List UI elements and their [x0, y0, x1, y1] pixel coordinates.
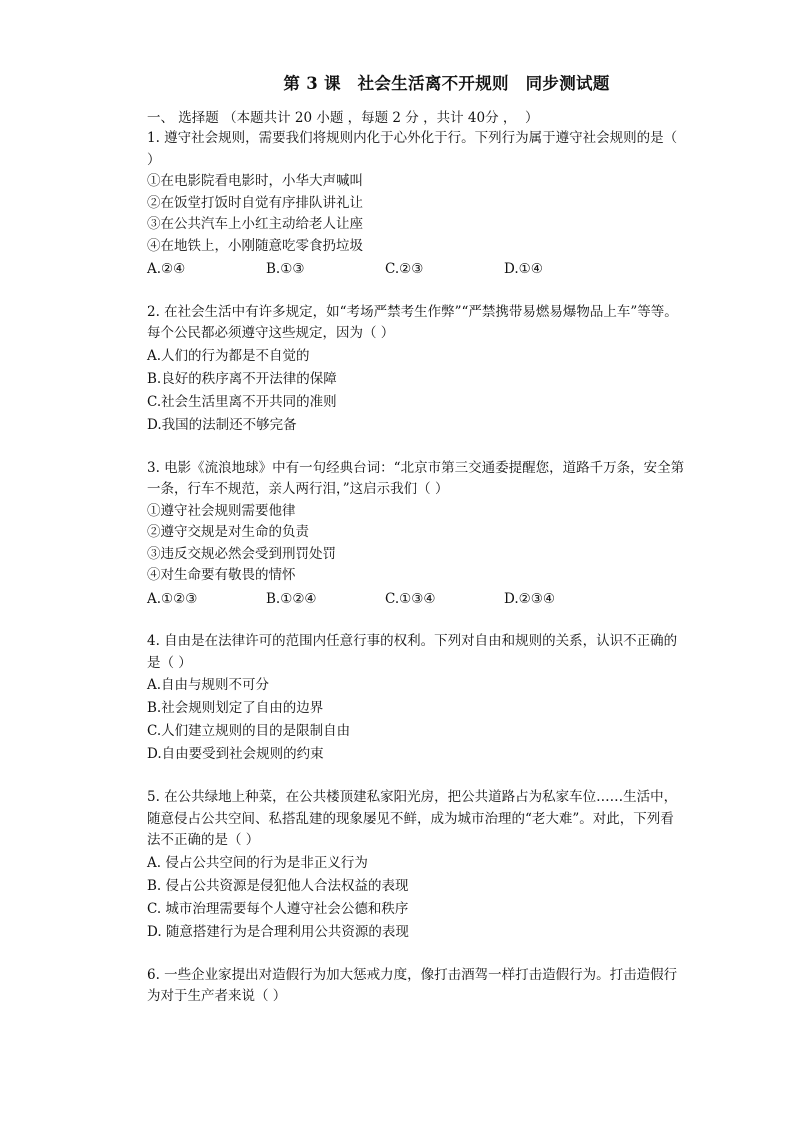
question-item: ③在公共汽车上小红主动给老人让座: [147, 216, 363, 232]
choice-d: D. 随意搭建行为是合理利用公共资源的表现: [147, 923, 409, 940]
choice-a: A.①②③: [147, 590, 198, 607]
question-4: [147, 631, 687, 766]
question-stem: 2. 在社会生活中有许多规定，如“考场严禁考生作弊”“严禁携带易燃易爆物品上车”等等。每个公民都必须遵守这些规定，因为（ ）: [147, 303, 678, 341]
choice-d: D.②③④: [504, 590, 555, 607]
section-heading: 一、 选择题 （本题共计 20 小题 ，每题 2 分 ，共计 40分 ， ）: [147, 110, 539, 126]
choice-b: B.①②④: [266, 590, 317, 607]
choice-d: D.①④: [504, 261, 543, 277]
page-title: 第 3 课 社会生活离不开规则 同步测试题: [283, 74, 610, 93]
choice-c: C.社会生活里离不开共同的准则: [147, 393, 337, 410]
choice-a: A.人们的行为都是不自觉的: [147, 347, 310, 364]
question-item: ②遵守交规是对生命的负责: [147, 524, 309, 540]
question-stem: 3. 电影《流浪地球》中有一句经典台词：“北京市第三交通委提醒您，道路千万条，安全第一条，行车不规范，亲人两行泪，”这启示我们（ ）: [147, 459, 685, 497]
question-3: [147, 458, 687, 611]
choice-c: C.②③: [385, 261, 424, 277]
question-item: ③违反交规必然会受到刑罚处罚: [147, 545, 336, 562]
choice-row: [147, 259, 687, 281]
question-5: [147, 787, 687, 944]
choice-a: A. 侵占公共空间的行为是非正义行为: [147, 854, 368, 871]
question-item: ④在地铁上，小刚随意吃零食扔垃圾: [147, 237, 363, 254]
choice-row: [147, 589, 687, 611]
choice-c: C. 城市治理需要每个人遵守社会公德和秩序: [147, 900, 409, 917]
choice-d: D.我国的法制还不够完备: [147, 416, 297, 433]
question-6: [147, 965, 687, 1008]
choice-b: B.社会规则划定了自由的边界: [147, 700, 324, 716]
choice-c: C.人们建立规则的目的是限制自由: [147, 723, 351, 739]
question-item: ④对生命要有敬畏的情怀: [147, 567, 296, 583]
question-stem: 4. 自由是在法律许可的范围内任意行事的权利。下列对自由和规则的关系，认识不正确的是（ ）: [147, 633, 678, 671]
choice-c: C.①③④: [385, 590, 436, 607]
choice-b: B.①③: [266, 261, 305, 277]
question-item: ①遵守社会规则需要他律: [147, 502, 296, 519]
choice-a: A.自由与规则不可分: [147, 677, 270, 693]
question-1: [147, 128, 687, 281]
question-stem: 6. 一些企业家提出对造假行为加大惩戒力度，像打击酒驾一样打击造假行为。打击造假行为对于生产者来说（ ）: [147, 966, 678, 1004]
question-stem: 1. 遵守社会规则，需要我们将规则内化于心外化于行。下列行为属于遵守社会规则的是（ ）: [147, 130, 678, 168]
question-list: [147, 128, 687, 1008]
choice-a: A.②④: [147, 261, 186, 277]
choice-d: D.自由要受到社会规则的约束: [147, 746, 324, 762]
question-item: ①在电影院看电影时，小华大声喊叫: [147, 173, 363, 189]
question-item: ②在饭堂打饭时自觉有序排队讲礼让: [147, 194, 363, 211]
choice-b: B. 侵占公共资源是侵犯他人合法权益的表现: [147, 877, 409, 894]
question-stem: 5. 在公共绿地上种菜，在公共楼顶建私家阳光房，把公共道路占为私家车位……生活中，随意侵占公共空间、私搭乱建的现象屡见不鲜，成为城市治理的“老大难”。对此，下列看法不正确的是（ ）: [147, 789, 678, 848]
choice-b: B.良好的秩序离不开法律的保障: [147, 370, 337, 387]
question-2: [147, 302, 687, 437]
